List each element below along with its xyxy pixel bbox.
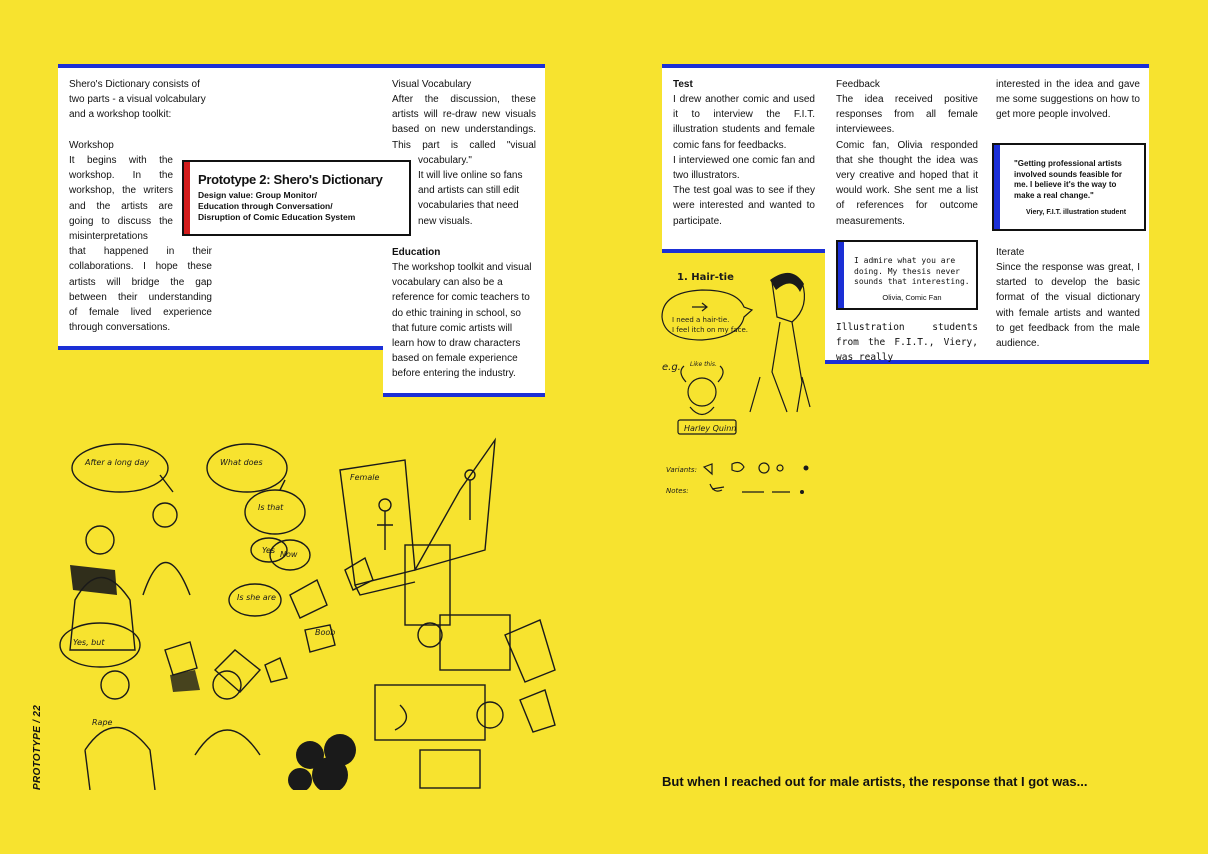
workshop-sketch-illustration <box>55 420 575 790</box>
blue-accent-bar <box>994 145 1000 229</box>
right-page <box>604 0 1208 854</box>
olivia-quote-box <box>836 240 978 310</box>
sketch-label-female-figure: Female <box>350 473 380 482</box>
prototype-subtitle-2: Education through Conversation/ <box>198 201 333 211</box>
olivia-quote-text: I admire what you are doing. My thesis never sounds that interesting. <box>854 256 970 286</box>
hair-tie-sketch <box>652 262 822 512</box>
sketch-label-boob: Boob <box>315 628 336 637</box>
viery-quote-box <box>992 143 1146 231</box>
workshop-heading: Workshop <box>69 140 114 151</box>
sketch-bubble-2: What does <box>220 458 263 467</box>
sketch-variants: Variants: <box>666 466 697 474</box>
viery-quote-attribution: Viery, F.I.T. illustration student <box>1025 209 1127 216</box>
viery-quote-text: "Getting professional artists involved sounds feasible for me. I believe it's the way to make a real change." <box>1014 159 1123 200</box>
prototype-subtitle-3: Disruption of Comic Education System <box>198 212 356 222</box>
sketch-bubble-4: Yes <box>262 546 276 555</box>
iterate-heading: Iterate <box>996 247 1025 258</box>
red-accent-bar <box>184 162 190 234</box>
olivia-quote-attribution: Olivia, Comic Fan <box>882 293 942 302</box>
sketch-bubble-line: I need a hair-tie. <box>672 316 730 324</box>
blue-accent-bar <box>838 242 844 308</box>
sketch-bubble-5: Now <box>280 550 298 559</box>
sketch-bubble-3: Is that <box>258 503 284 512</box>
feedback-heading: Feedback <box>836 79 880 90</box>
visual-vocabulary-heading: Visual Vocabulary <box>392 79 472 90</box>
sketch-bubble-1: After a long day <box>85 458 150 467</box>
sketch-label-rape: Rape <box>92 718 113 727</box>
sketch-title: 1. Hair-tie <box>677 272 734 283</box>
test-heading: Test <box>673 79 693 90</box>
education-heading: Education <box>392 247 441 258</box>
workshop-text: It begins with the workshop. In the workshop, the writers and the artists are going to discuss the misinterpretations that happened in their collaborations. I hope these artists will bridge the gap between their understanding of female lived experience through conversations. <box>69 155 212 334</box>
prototype-subtitle-1: Design value: Group Monitor/ <box>198 190 318 200</box>
sketch-eg: e.g. <box>662 362 681 373</box>
sketch-notes: Notes: <box>666 487 689 495</box>
feedback-text: The idea received positive responses from all female interviewees. Comic fan, Olivia responded that she thought the idea was very creative and hoped that it would work. She sent me a list of references for outcome measurements. <box>836 94 978 227</box>
sketch-bubble-7: Yes, but <box>73 638 105 647</box>
prototype-title: Prototype 2: Shero's Dictionary <box>198 172 383 187</box>
sketch-like-this: Like this. <box>690 361 717 368</box>
iterate-text: Since the response was great, I started to develop the basic format of the visual dictionary with female artists and wanted to get feedback from the male audience. <box>996 262 1140 350</box>
page-sidebar-label: PROTOTYPE / 22 <box>32 704 43 790</box>
sketch-name-tag: Harley Quinn <box>684 424 737 433</box>
sketch-bubble-6: Is she are <box>237 593 276 602</box>
closing-line: But when I reached out for male artists, the response that I got was... <box>662 774 1088 789</box>
intro-text: Shero's Dictionary consists of two parts - a visual volcabulary and a workshop toolkit: <box>69 79 206 121</box>
prototype-title-box <box>182 160 411 236</box>
sketch-bubble-line-2: I feel itch on my face. <box>672 326 749 334</box>
visual-vocabulary-text: After the discussion, these artists will re-draw new visuals based on new understandings. This part is called "visual vocabulary." It will live online so fans and artists can still edit vocabularies that need new visuals. <box>392 94 536 227</box>
column3-top-text: interested in the idea and gave me some suggestions on how to get more people involved. <box>996 79 1140 121</box>
after-quote-text: Illustration students from the F.I.T., Viery, was really <box>836 322 978 364</box>
education-text: The workshop toolkit and visual vocabulary can also be a reference for comic teachers to do ethic training in school, so that future comic artists will learn how to draw characters based on female experience before entering the industry. <box>392 262 532 380</box>
test-text: I drew another comic and used it to interview the F.I.T. illustration students and female comic fans for feedbacks. I interviewed one comic fan and two illustrators. The test goal was to see if they were interested and wanted to participate. <box>673 94 815 227</box>
